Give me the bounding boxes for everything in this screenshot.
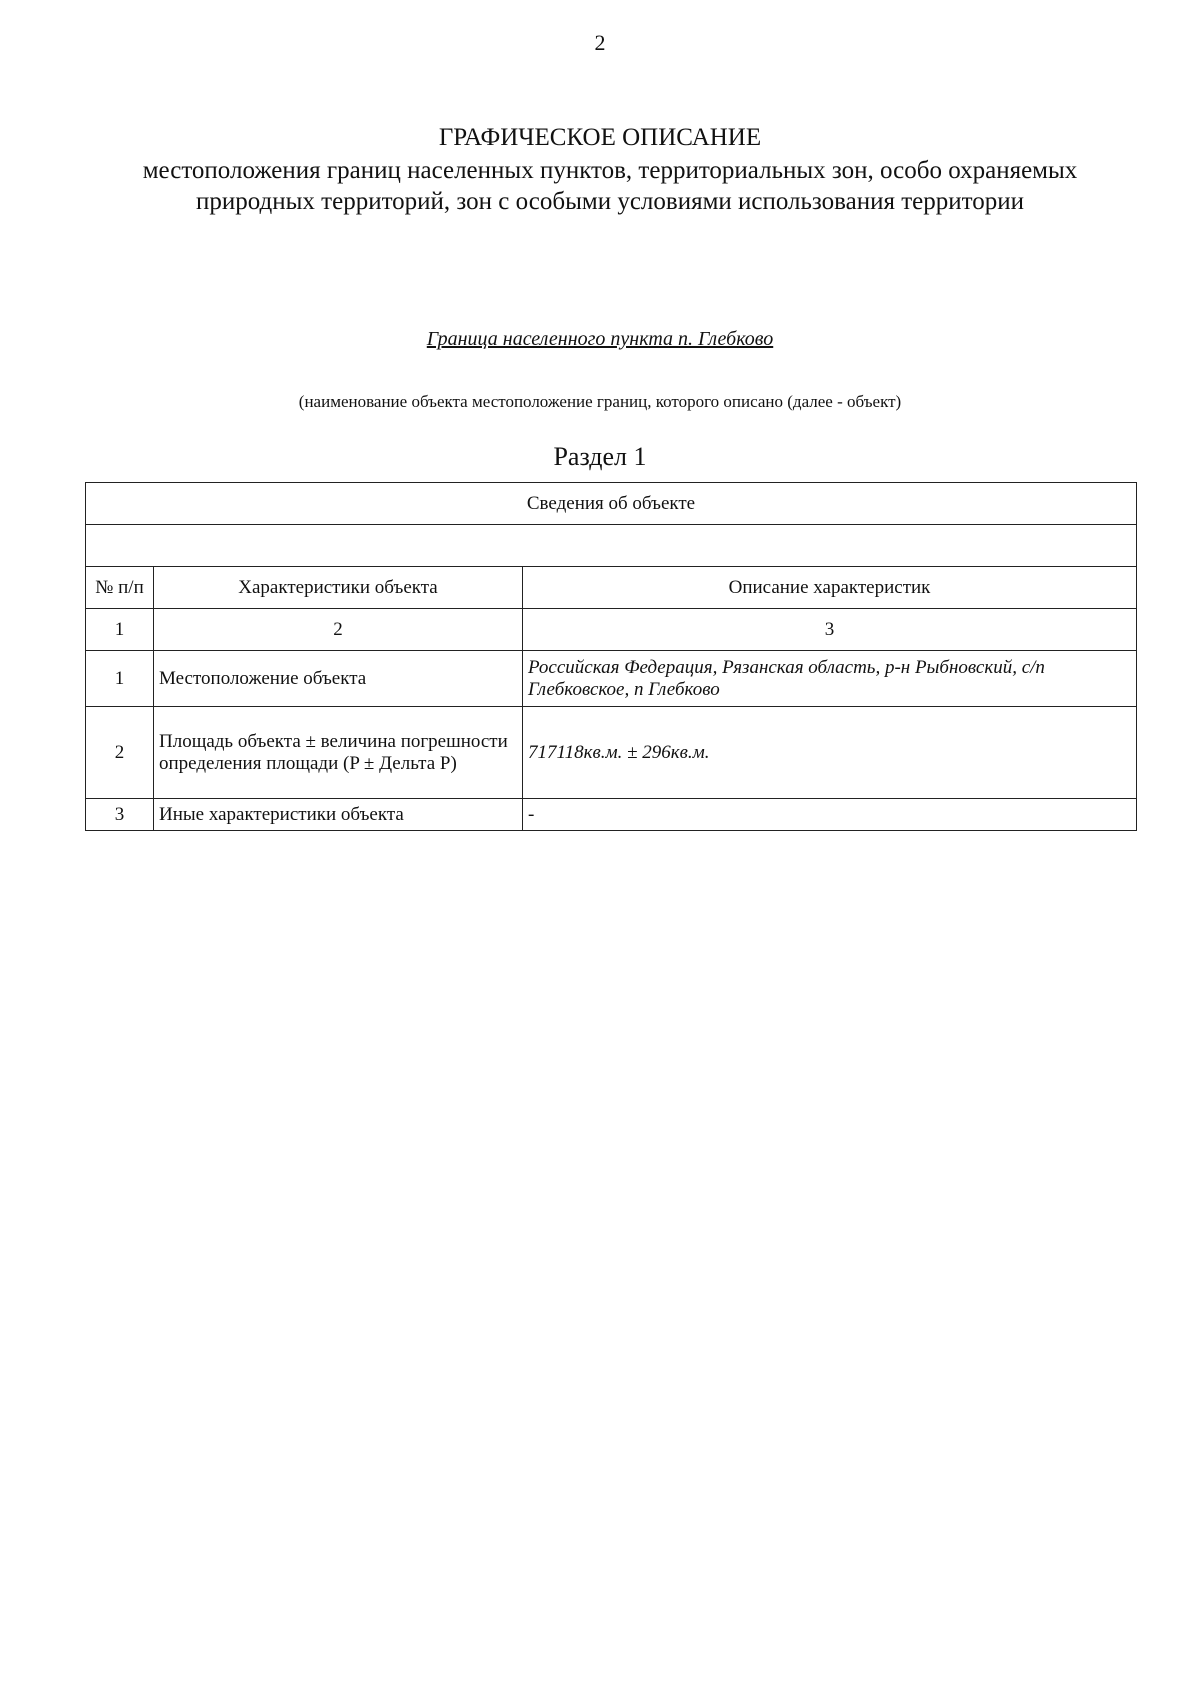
column-number-2: 2 xyxy=(154,609,523,651)
document-title: ГРАФИЧЕСКОЕ ОПИСАНИЕ xyxy=(438,124,762,151)
table-row xyxy=(86,651,1137,707)
row-description: Российская Федерация, Рязанская область, р-н Рыбновский, с/п Глебковское, п Глебково xyxy=(523,651,1137,707)
object-info-table xyxy=(85,482,1137,831)
table-row xyxy=(86,799,1137,831)
row-characteristic: Местоположение объекта xyxy=(154,651,523,707)
header-characteristic: Характеристики объекта xyxy=(154,567,523,609)
table-column-numbers-row xyxy=(86,609,1137,651)
column-number-1: 1 xyxy=(86,609,154,651)
table-title: Сведения об объекте xyxy=(86,483,1137,525)
row-description: - xyxy=(523,799,1137,831)
row-number: 1 xyxy=(86,651,154,707)
table-empty-cell xyxy=(86,525,1137,567)
section-title: Раздел 1 xyxy=(553,442,647,471)
row-number: 2 xyxy=(86,707,154,799)
row-description: 717118кв.м. ± 296кв.м. xyxy=(523,707,1137,799)
object-caption: (наименование объекта местоположение границ, которого описано (далее - объект) xyxy=(298,392,902,411)
document-subtitle: местоположения границ населенных пунктов, территориальных зон, особо охраняемых природных территорий, зон с особыми условиями использования территории xyxy=(142,157,1078,215)
table-title-row xyxy=(86,483,1137,525)
object-name: Граница населенного пункта п. Глебково xyxy=(426,328,774,350)
page-number: 2 xyxy=(594,30,606,55)
column-number-3: 3 xyxy=(523,609,1137,651)
row-characteristic: Иные характеристики объекта xyxy=(154,799,523,831)
table-header-row xyxy=(86,567,1137,609)
table-empty-row xyxy=(86,525,1137,567)
header-description: Описание характеристик xyxy=(523,567,1137,609)
row-characteristic: Площадь объекта ± величина погрешности определения площади (P ± Дельта P) xyxy=(154,707,523,799)
header-number: № п/п xyxy=(86,567,154,609)
row-number: 3 xyxy=(86,799,154,831)
table-row xyxy=(86,707,1137,799)
